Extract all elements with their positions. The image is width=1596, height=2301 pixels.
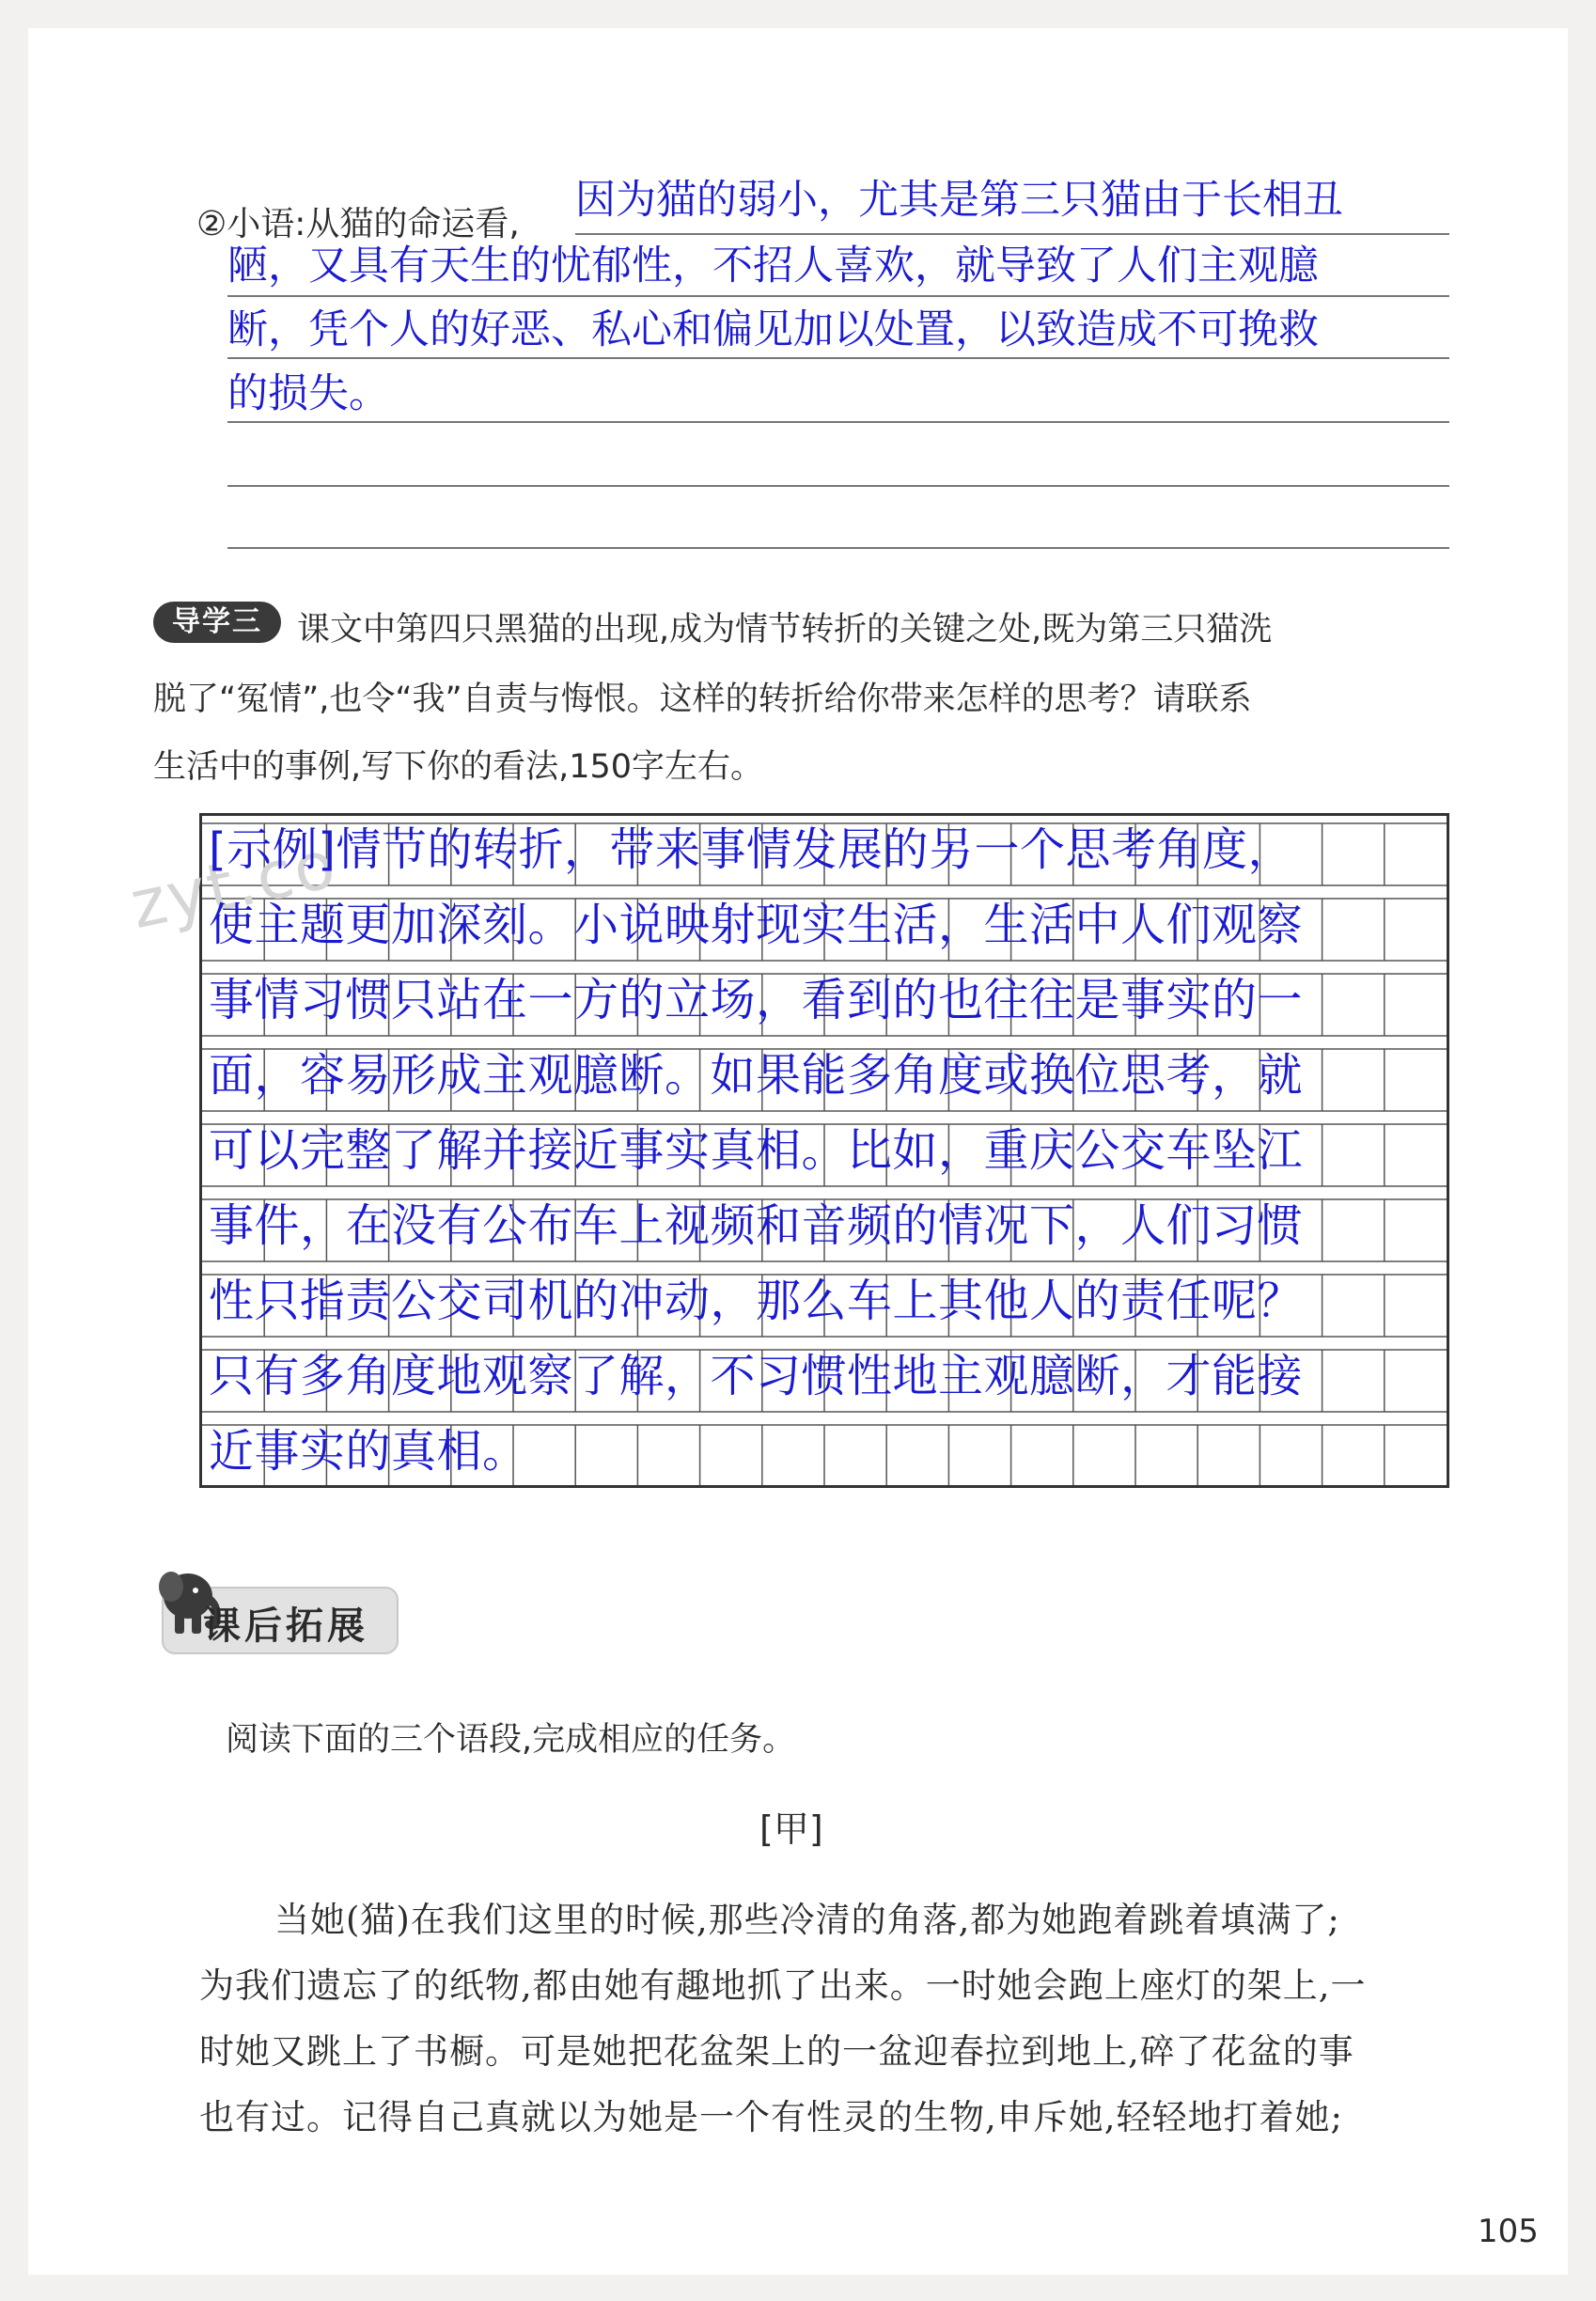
grid-answer-line: 性只指责公交司机的冲动，那么车上其他人的责任呢？ [209,1275,1304,1327]
answer-line: 因为猫的弱小，尤其是第三只猫由于长相丑 [575,177,1343,224]
paragraph-line: 当她(猫)在我们这里的时候,那些冷清的角落,都为她跑着跳着填满了; [274,1900,1340,1940]
grid-answer-line: [示例]情节的转折，带来事情发展的另一个思考角度， [209,823,1293,876]
watermark: zyt.co [123,824,344,945]
daoxue-badge: 导学三 [153,602,281,643]
answer-line: 陋，又具有天生的忧郁性，不招人喜欢，就导致了人们主观臆 [227,243,1319,290]
answer-rule [227,295,1449,297]
paragraph-line: 为我们遗忘了的纸物,都由她有趣地抓了出来。一时她会跑上座灯的架上,一 [199,1965,1367,2006]
grid-answer-line: 事情习惯只站在一方的立场，看到的也往往是事实的一 [209,974,1304,1026]
answer-line: 的损失。 [227,370,389,417]
section-title: 课后拓展 [203,1604,368,1648]
instruction: 阅读下面的三个语段,完成相应的任务。 [226,1721,796,1759]
answer-rule [227,547,1449,549]
grid-answer-line: 面，容易形成主观臆断。如果能多角度或换位思考，就 [209,1049,1304,1102]
section-mark: [甲] [759,1808,823,1850]
question-2-label: ②小语:从猫的命运看, [196,205,520,243]
paragraph-line: 也有过。记得自己真就以为她是一个有性灵的生物,申斥她,轻轻地打着她; [199,2097,1343,2137]
grid-answer-line: 事件，在没有公布车上视频和音频的情况下，人们习惯 [209,1199,1304,1252]
answer-rule [227,421,1449,423]
prompt-line: 脱了“冤情”,也令“我”自责与悔恨。这样的转折给你带来怎样的思考？请联系 [153,681,1252,718]
prompt-line: 课文中第四只黑猫的出现,成为情节转折的关键之处,既为第三只猫洗 [297,611,1273,649]
paragraph-line: 时她又跳上了书橱。可是她把花盆架上的一盆迎春拉到地上,碎了花盆的事 [199,2031,1354,2072]
grid-answer-line: 近事实的真相。 [209,1425,528,1478]
page-number: 105 [1478,2213,1539,2250]
grid-answer-line: 可以完整了解并接近事实真相。比如，重庆公交车坠江 [209,1124,1304,1177]
answer-rule [575,233,1449,235]
answer-rule [227,485,1449,487]
answer-rule [227,357,1449,359]
grid-answer-line: 使主题更加深刻。小说映射现实生活，生活中人们观察 [209,899,1304,951]
prompt-line: 生活中的事例,写下你的看法,150字左右。 [153,748,764,786]
grid-answer-line: 只有多角度地观察了解，不习惯性地主观臆断，才能接 [209,1350,1304,1402]
answer-line: 断，凭个人的好恶、私心和偏见加以处置，以致造成不可挽救 [227,306,1319,353]
